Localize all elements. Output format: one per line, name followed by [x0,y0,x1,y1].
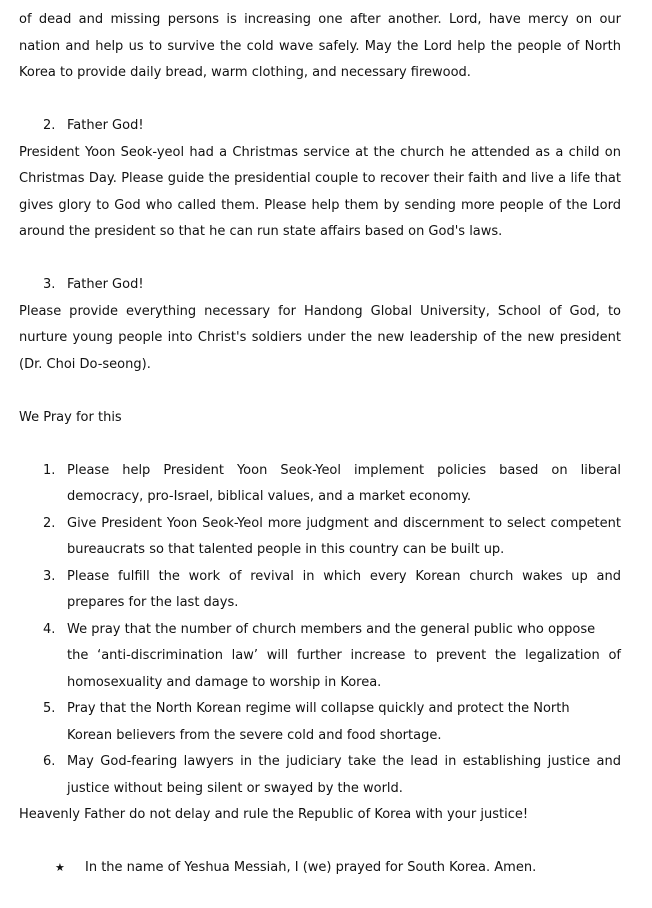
prayer-item-1 [19,458,621,511]
prayer-item-number: 6. [43,754,56,769]
prayer-heading: We Pray for this [19,409,122,425]
section-3-title: Father God! [67,277,144,292]
section-3-number: 3. [43,277,56,292]
prayer-item-6 [19,749,621,802]
prayer-item-text-rest: the ‘anti-discrimination law’ will further increase to prevent the legalization of homosexuality and damage to worship in Korea. [67,648,621,690]
section-2-number: 2. [43,118,56,133]
prayer-item-number: 1. [43,462,56,478]
final-prayer-text: In the name of Yeshua Messiah, I (we) prayed for South Korea. Amen. [85,860,537,875]
prayer-item-text: Give President Yoon Seok-Yeol more judgment and discernment to select competent bureaucrats so that talented people in this country can be built up. [67,515,621,557]
section-2-heading [19,113,621,140]
prayer-item-2 [19,511,621,564]
intro-paragraph: of dead and missing persons is increasing one after another. Lord, have mercy on our nation and help us to survive the cold wave safely. May the Lord help the people of North Korea to provide daily bread, warm clothing, and necessary firewood. [19,12,621,80]
section-2-body: President Yoon Seok-yeol had a Christmas service at the church he attended as a child on Christmas Day. Please guide the presidential couple to recover their faith and live a life that gives glory to God who called them. Please help them by sending more people of the Lord around the president so that he can run state affairs based on God's laws. [19,144,621,239]
prayer-item-4 [19,617,621,697]
prayer-item-number: 4. [43,621,56,637]
prayer-item-3 [19,564,621,617]
prayer-item-number: 3. [43,568,56,584]
prayer-item-number: 5. [43,701,56,716]
prayer-list [19,458,621,803]
prayer-item-text-line1: Pray that the North Korean regime will collapse quickly and protect the North [67,701,570,716]
section-2-title: Father God! [67,118,144,133]
prayer-item-text: Please help President Yoon Seok-Yeol implement policies based on liberal democracy, pro-Israel, biblical values, and a market economy. [67,462,621,504]
prayer-item-text: Please fulfill the work of revival in which every Korean church wakes up and prepares for the last days. [67,568,621,610]
section-3-heading [19,272,621,299]
section-3-body: Please provide everything necessary for Handong Global University, School of God, to nurture young people into Christ's soldiers under the new leadership of the new president (Dr. Choi Do-seong). [19,303,621,372]
document-page [19,7,621,882]
prayer-item-text-line1: We pray that the number of church members and the general public who oppose [67,621,596,637]
prayer-item-number: 2. [43,515,56,531]
final-prayer [19,855,621,882]
prayer-item-text: May God-fearing lawyers in the judiciary take the lead in establishing justice and justice without being silent or swayed by the world. [67,754,621,796]
closing-line: Heavenly Father do not delay and rule the Republic of Korea with your justice! [19,807,529,822]
prayer-item-5 [19,696,621,749]
prayer-item-text-rest: Korean believers from the severe cold and food shortage. [67,727,442,743]
star-icon: ★ [55,861,65,874]
